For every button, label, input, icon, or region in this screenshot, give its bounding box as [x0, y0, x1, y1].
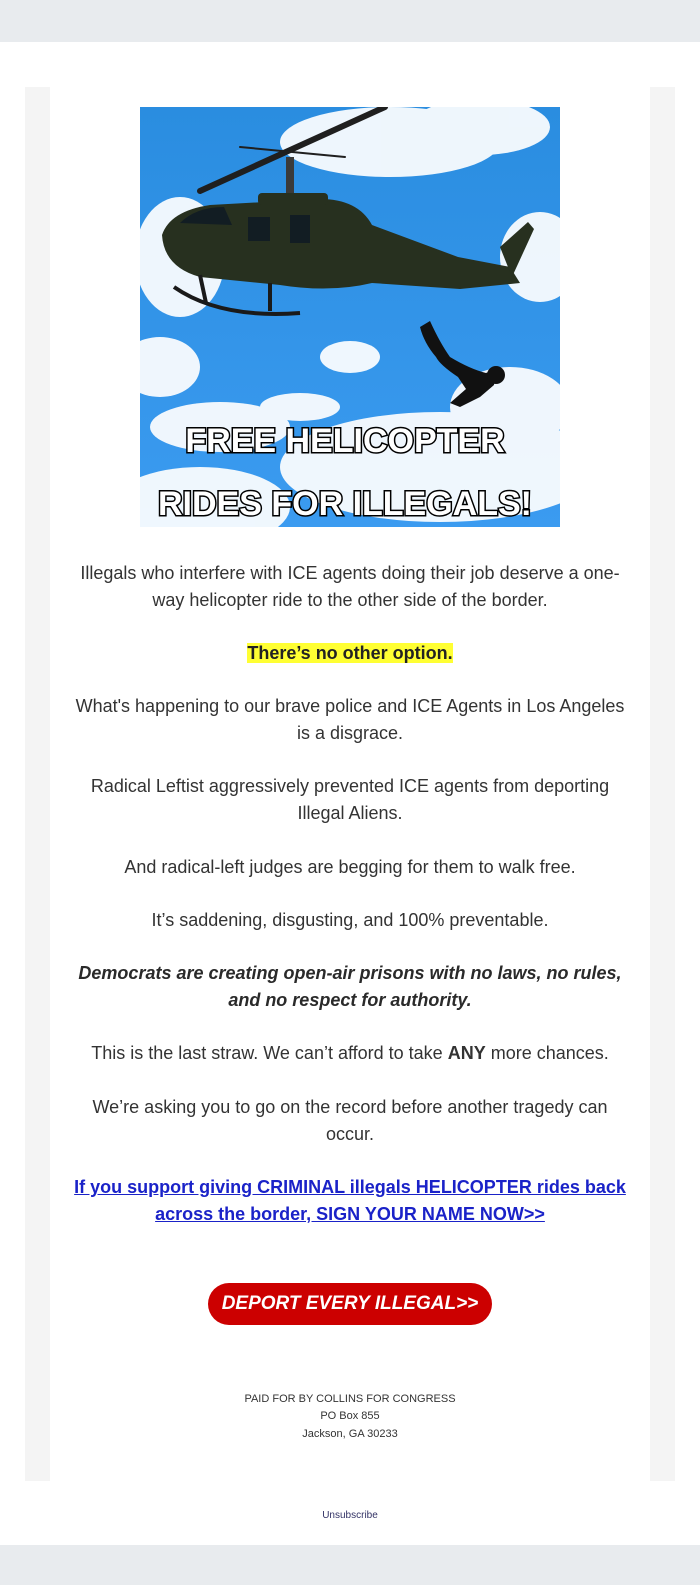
- paragraph-on-record: We’re asking you to go on the record before another tragedy can occur.: [92, 1097, 608, 1144]
- email-body: [50, 87, 650, 1481]
- highlight-text: There’s no other option.: [247, 643, 453, 663]
- paragraph-saddening: It’s saddening, disgusting, and 100% preventable.: [151, 910, 549, 930]
- paragraph-radical-leftist: Radical Leftist aggressively prevented ICE agents from deporting Illegal Aliens.: [90, 776, 610, 823]
- city-line: Jackson, GA 30233: [302, 1428, 398, 1440]
- right-gutter: [650, 87, 675, 1481]
- paragraph-intro: Illegals who interfere with ICE agents doing their job deserve a one-way helicopter ride to the other side of the border.: [80, 563, 620, 610]
- last-straw-bold: ANY: [447, 1043, 486, 1063]
- paragraph-democrats: Democrats are creating open-air prisons with no laws, no rules, and no respect for authority.: [78, 963, 622, 1010]
- last-straw-post: more chances.: [485, 1043, 609, 1063]
- sign-name-link[interactable]: If you support giving CRIMINAL illegals HELICOPTER rides back across the border, SIGN YOUR NAME NOW>>: [74, 1177, 626, 1224]
- deport-cta-button[interactable]: DEPORT EVERY ILLEGAL>>: [208, 1283, 492, 1325]
- helicopter-image: [140, 107, 560, 527]
- paragraph-highlight: [74, 640, 626, 667]
- po-box-line: PO Box 855: [320, 1410, 380, 1422]
- hero-image: [140, 107, 560, 527]
- left-gutter: [25, 87, 50, 1481]
- hero-caption-line1: FREE HELICOPTER: [185, 422, 505, 460]
- hero-caption-line2: RIDES FOR ILLEGALS!: [158, 485, 532, 523]
- paid-for-line: PAID FOR BY COLLINS FOR CONGRESS: [244, 1393, 456, 1405]
- unsubscribe-link[interactable]: Unsubscribe: [322, 1510, 378, 1521]
- signup-link-wrapper: [74, 1174, 626, 1228]
- paragraph-police: What's happening to our brave police and ICE Agents in Los Angeles is a disgrace.: [75, 696, 625, 743]
- top-band: [0, 0, 700, 42]
- paragraph-last-straw: [74, 1040, 626, 1067]
- last-straw-pre: This is the last straw. We can’t afford to take: [91, 1043, 448, 1063]
- paragraph-judges: And radical-left judges are begging for them to walk free.: [124, 857, 576, 877]
- bottom-band: [0, 1545, 700, 1585]
